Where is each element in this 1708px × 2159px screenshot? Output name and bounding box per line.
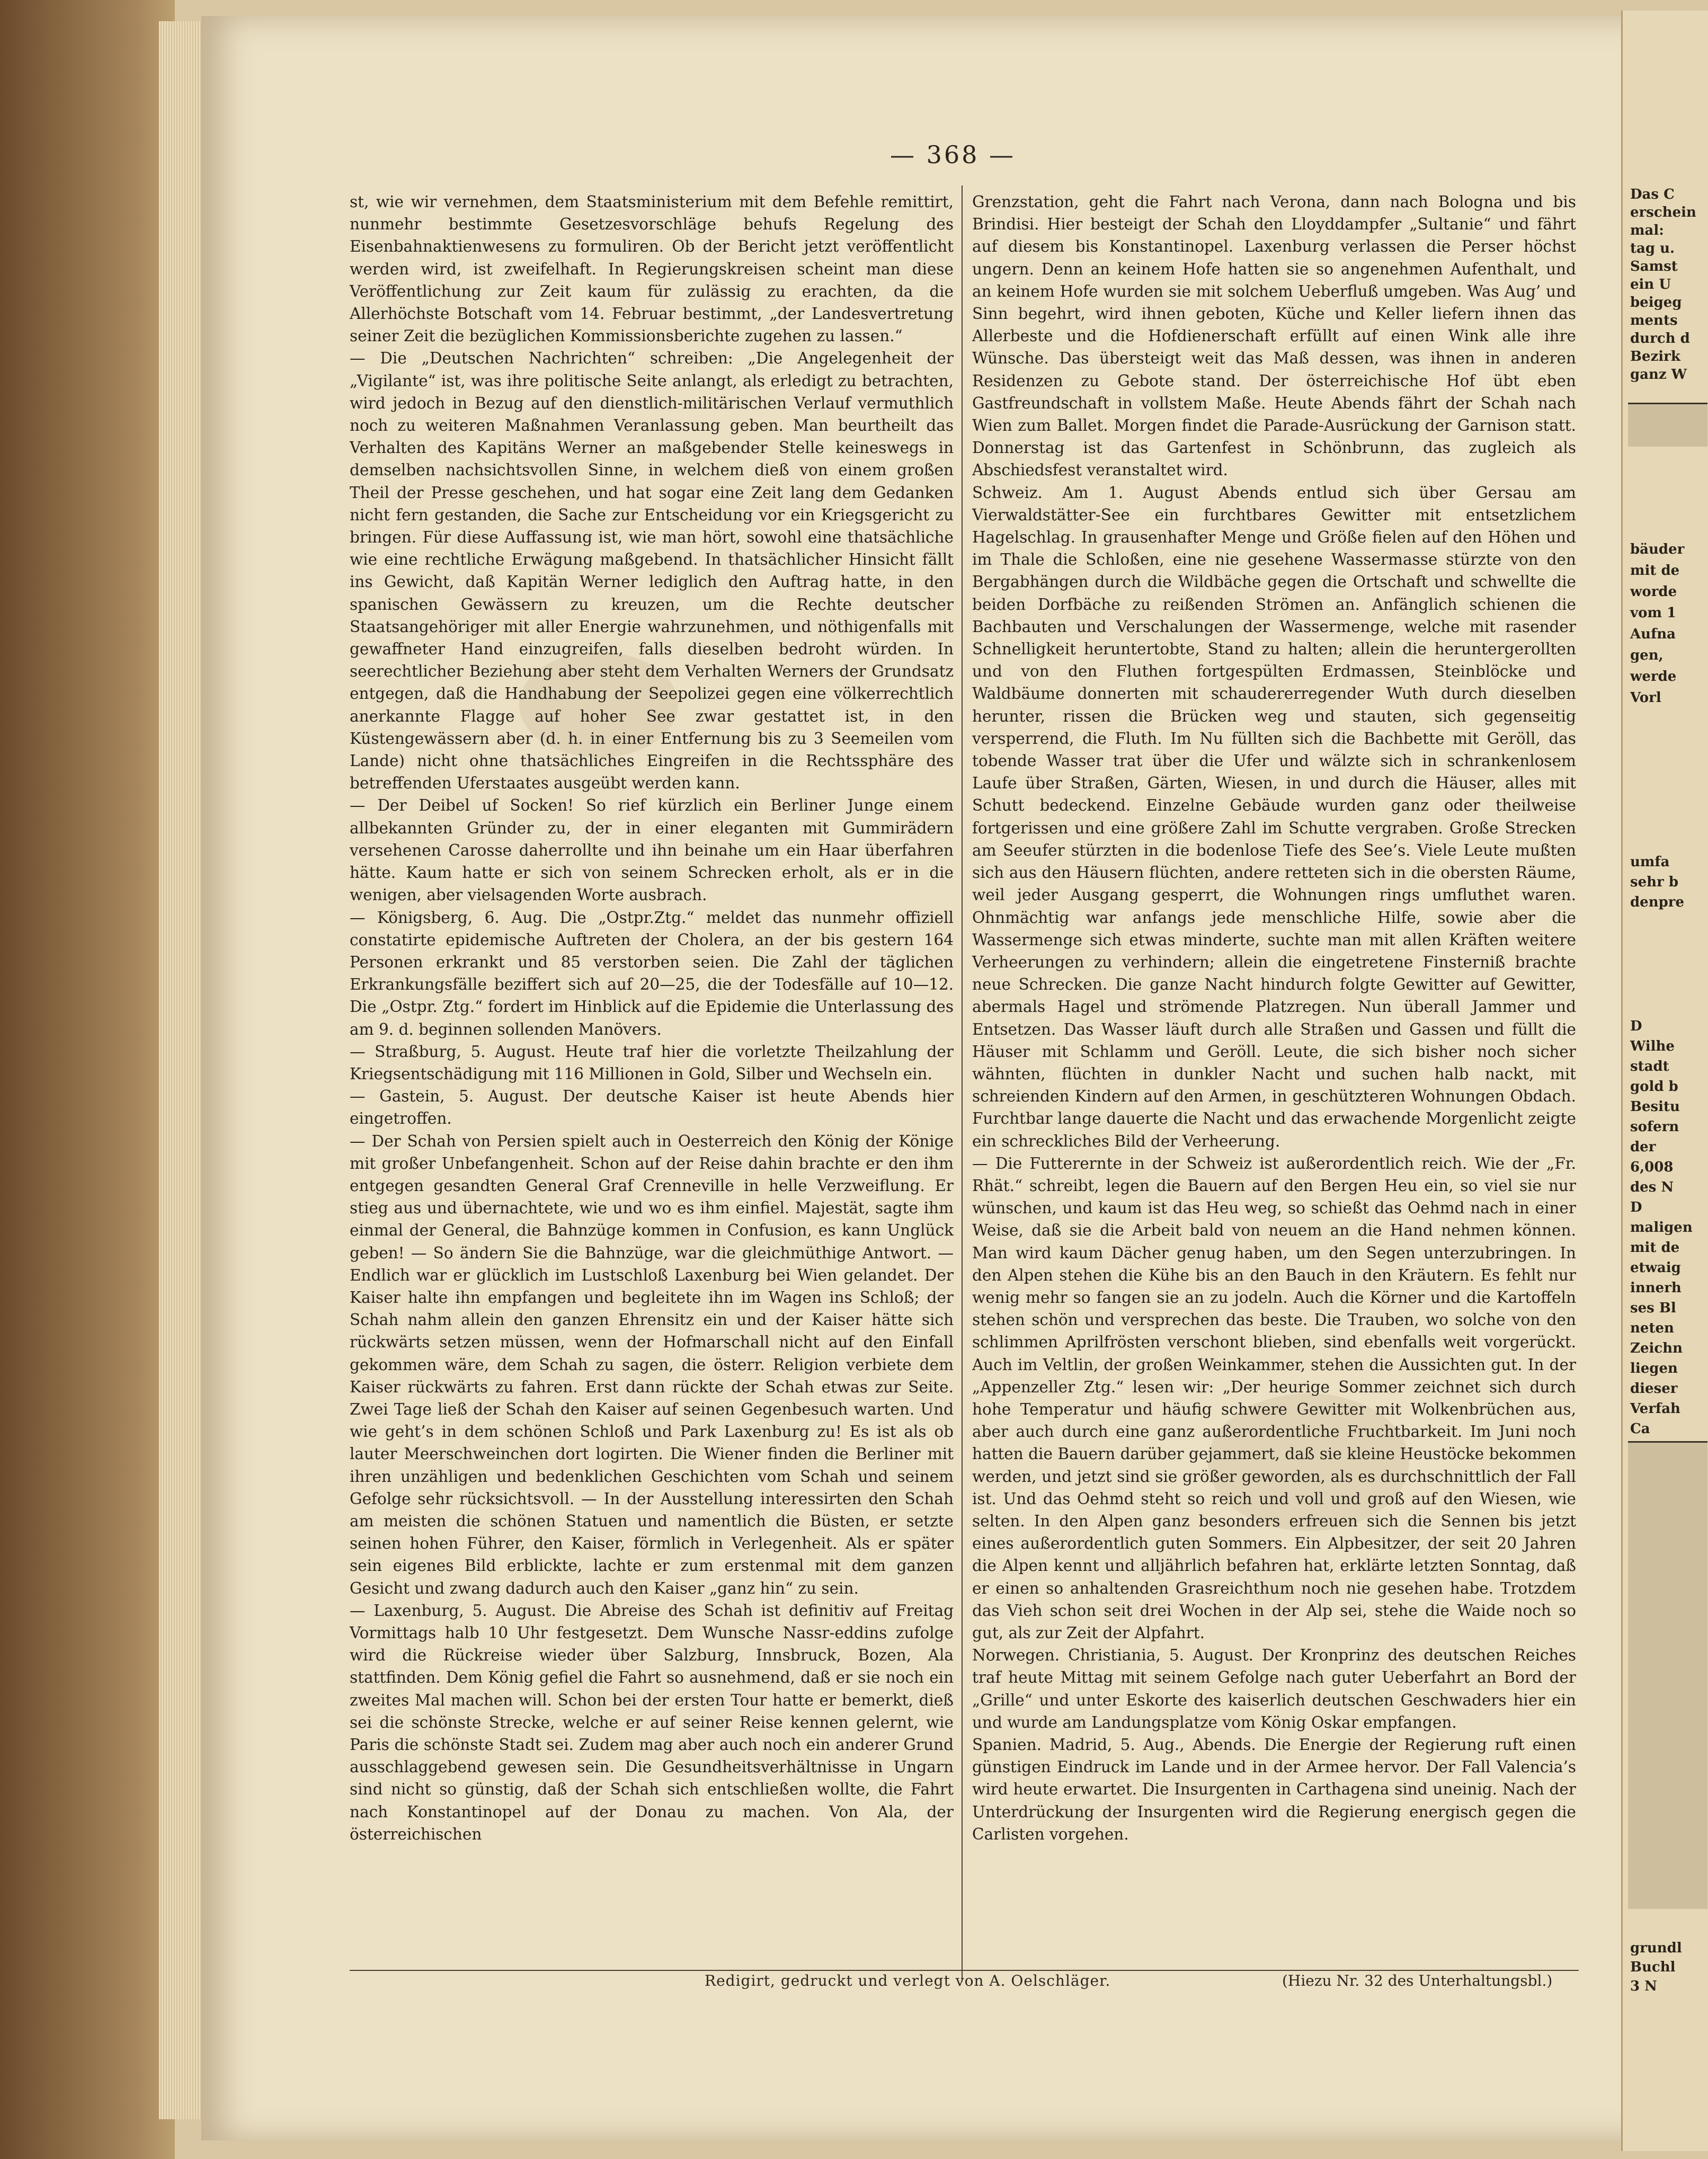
facing-page-text-fragment: sofern bbox=[1630, 1119, 1679, 1135]
facing-page-text-fragment: durch d bbox=[1630, 331, 1690, 346]
facing-page-text-fragment: ses Bl bbox=[1630, 1300, 1676, 1316]
article-paragraph: — Gastein, 5. August. Der deutsche Kaiser ist heute Abends hier eingetroffen. bbox=[350, 1087, 954, 1128]
facing-page-text-fragment: bäuder bbox=[1630, 541, 1685, 557]
facing-page-text-fragment: Verfah bbox=[1630, 1401, 1680, 1417]
facing-page-text-fragment: mal: bbox=[1630, 223, 1664, 238]
article-paragraph: — Die Futterernte in der Schweiz ist außerordentlich reich. Wie der „Fr. Rhät.“ schreibt, legen die Bauern auf den Bergen Heu ein, so viel sie nur wünschen, und kaum ist das Heu weg, so schießt das Oehmd nach in einer Weise, daß sie die Arbeit bald von neuem an die Hand nehmen können. Man wird kaum Dächer genug haben, um den Segen unterzubringen. In den Alpen stehen die Kühe bis an den Bauch in den Kräutern. Es fehlt nur wenig mehr so fangen sie an zu jodeln. Auch die Körner und die Kartoffeln stehen schön und versprechen das beste. Die Trauben, wo solche von den schlimmen Aprilfrösten verschont blieben, sind ebenfalls weit vorgerückt. Auch im Veltlin, der großen Weinkammer, stehen die Aussichten gut. In der „Appenzeller Ztg.“ lesen wir: „Der heurige Sommer zeichnet sich durch hohe Temperatur und häufig schwere Gewitter mit Wolkenbrüchen aus, aber auch durch eine ganz außerordentliche Fruchtbarkeit. Im Juni noch hatten die Bauern darüber gejammert, daß sie kleine Heustöcke bekommen werden, und jetzt sind sie größer geworden, als es durchschnittlich der Fall ist. Und das Oehmd steht so reich und voll und groß auf den Wiesen, wie selten. In den Alpen ganz besonders erfreuen sich die Sennen bis jetzt eines außerordentlich guten Sommers. Ein Alpbesitzer, der seit 20 Jahren die Alpen kennt und alljährlich befahren hat, erklärte letzten Sonntag, daß er einen so anhaltenden Grasreichthum noch nie gesehen habe. Trotzdem das Vieh schon seit drei Wochen in der Alp sei, stehe die Waide noch so gut, als zur Zeit der Alpfahrt. bbox=[972, 1154, 1576, 1642]
article-paragraph: — Straßburg, 5. August. Heute traf hier die vorletzte Theilzahlung der Kriegsentschädigung mit 116 Millionen in Gold, Silber und Wechseln ein. bbox=[350, 1042, 954, 1083]
column-divider bbox=[962, 185, 963, 1982]
facing-page-text-fragment: liegen bbox=[1630, 1361, 1678, 1376]
facing-page-text-fragment: werde bbox=[1630, 669, 1677, 685]
facing-page-headline-block bbox=[1628, 403, 1707, 447]
right-column bbox=[972, 191, 1576, 1960]
page-number: — 368 — bbox=[890, 140, 1016, 169]
facing-page-text-fragment: des N bbox=[1630, 1179, 1674, 1195]
article-paragraph: Norwegen. Christiania, 5. August. Der Kronprinz des deutschen Reiches traf heute Mittag mit seinem Gefolge nach guter Ueberfahrt an Bord der „Grille“ und unter Eskorte des kaiserlich deutschen Geschwaders hier ein und wurde am Landungsplatze vom König Oskar empfangen. bbox=[972, 1646, 1576, 1731]
book-binding bbox=[0, 0, 175, 2159]
article-paragraph: — Königsberg, 6. Aug. Die „Ostpr.Ztg.“ meldet das nunmehr offiziell constatirte epidemische Auftreten der Cholera, an der bis gestern 164 Personen erkrankt und 85 verstorben seien. Die Zahl der täglichen Erkrankungsfälle beziffert sich auf 20—25, die der Todesfälle auf 10—12. Die „Ostpr. Ztg.“ fordert im Hinblick auf die Epidemie die Unterlassung des am 9. d. beginnen sollenden Manövers. bbox=[350, 908, 954, 1038]
facing-page-text-fragment: Buchl bbox=[1630, 1959, 1676, 1975]
facing-page-text-fragment: mit de bbox=[1630, 1240, 1680, 1256]
facing-page-text-fragment: D bbox=[1630, 1200, 1642, 1215]
facing-page-edge bbox=[1621, 11, 1708, 2151]
facing-page-text-fragment: maligen bbox=[1630, 1220, 1693, 1236]
facing-page-text-fragment: Ca bbox=[1630, 1421, 1650, 1437]
facing-page-text-fragment: gold b bbox=[1630, 1079, 1678, 1095]
facing-page-text-fragment: stadt bbox=[1630, 1059, 1669, 1074]
facing-page-text-fragment: vom 1 bbox=[1630, 605, 1677, 621]
article-paragraph: — Die „Deutschen Nachrichten“ schreiben: „Die Angelegenheit der „Vigilante“ ist, was ihre politische Seite anlangt, als erledigt zu betrachten, wird jedoch in Bezug auf den dienstlich-militärischen Verlauf vermuthlich noch zu weiteren Maßnahmen Veranlassung geben. Man beurtheilt das Verhalten des Kapitäns Werner an maßgebender Stelle keineswegs in demselben nachsichtsvollen Sinne, in welchem dieß von einem großen Theil der Presse geschehen, und hat sogar eine Zeit lang dem Gedanken nicht fern gestanden, die Sache zur Entscheidung vor ein Kriegsgericht zu bringen. Für diese Auffassung ist, wie man hört, sowohl eine thatsächliche wie eine rechtliche Erwägung maßgebend. In thatsächlicher Hinsicht fällt ins Gewicht, daß Kapitän Werner lediglich den Auftrag hatte, in den spanischen Gewässern zu kreuzen, um die Rechte deutscher Staatsangehöriger mit aller Energie wahrzunehmen, und nöthigenfalls mit gewaffneter Hand einzugreifen, falls dieselben bedroht würden. In seerechtlicher Beziehung aber steht dem Verhalten Werners der Grundsatz entgegen, daß die Handhabung der Seepolizei gegen eine völkerrechtlich anerkannte Flagge auf hoher See zwar gestattet ist, in den Küstengewässern aber (d. h. in einer Entfernung bis zu 3 Seemeilen vom Lande) nicht ohne thatsächliches Eingreifen in die Rechtssphäre des betreffenden Uferstaates ausgeübt werden kann. bbox=[350, 349, 954, 793]
facing-page-text-fragment: ganz W bbox=[1630, 367, 1687, 383]
facing-page-text-fragment: Bezirk bbox=[1630, 349, 1680, 365]
facing-page-text-fragment: Zeichn bbox=[1630, 1340, 1683, 1356]
facing-page-text-fragment: Vorl bbox=[1630, 690, 1661, 706]
facing-page-text-fragment: Samst bbox=[1630, 259, 1678, 274]
facing-page-text-fragment: sehr b bbox=[1630, 874, 1679, 890]
facing-page-text-fragment: 6,008 bbox=[1630, 1159, 1674, 1175]
facing-page-illustration bbox=[1628, 1441, 1707, 1909]
article-paragraph: st, wie wir vernehmen, dem Staatsministerium mit dem Befehle remittirt, nunmehr bestimmte Gesetzesvorschläge behufs Regelung des Eisenbahnaktienwesens zu formuliren. Ob der Bericht jetzt veröffentlicht werden wird, ist zweifelhaft. In Regierungskreisen scheint man diese Veröffentlichung zur Zeit kaum für zulässig zu erachten, da die Allerhöchste Botschaft vom 14. Februar bestimmt, „der Landesvertretung seiner Zeit die bezüglichen Kommissionsberichte zugehen zu lassen.“ bbox=[350, 193, 954, 345]
facing-page-text-fragment: Wilhe bbox=[1630, 1038, 1675, 1054]
facing-page-text-fragment: tag u. bbox=[1630, 241, 1675, 256]
facing-page-text-fragment: Das C bbox=[1630, 186, 1675, 202]
footer-rule bbox=[350, 1970, 1579, 1971]
facing-page-text-fragment: der bbox=[1630, 1139, 1656, 1155]
page-edges bbox=[159, 21, 208, 2119]
facing-page-text-fragment: gen, bbox=[1630, 647, 1663, 663]
article-paragraph: — Der Deibel uf Socken! So rief kürzlich ein Berliner Junge einem allbekannten Gründer zu, der in einer eleganten mit Gummirädern versehenen Carosse daherrollte und ihn beinahe um ein Haar überfahren hätte. Kaum hatte er sich von seinem Schrecken erholt, als er in die wenigen, aber vielsagenden Worte ausbrach. bbox=[350, 796, 954, 904]
facing-page-text-fragment: innerh bbox=[1630, 1280, 1682, 1296]
facing-page-text-fragment: D bbox=[1630, 1018, 1642, 1034]
facing-page-text-fragment: ein U bbox=[1630, 277, 1671, 292]
facing-page-text-fragment: Aufna bbox=[1630, 626, 1676, 642]
facing-page-text-fragment: etwaig bbox=[1630, 1260, 1681, 1276]
facing-page-text-fragment: ments bbox=[1630, 313, 1678, 328]
facing-page-text-fragment: 3 N bbox=[1630, 1978, 1657, 1994]
facing-page-text-fragment: beigeg bbox=[1630, 295, 1682, 310]
facing-page-text-fragment: worde bbox=[1630, 584, 1677, 600]
article-paragraph: — Laxenburg, 5. August. Die Abreise des Schah ist definitiv auf Freitag Vormittags halb 10 Uhr festgesetzt. Dem Wunsche Nassr-eddins zufolge wird die Rückreise wieder über Salzburg, Innsbruck, Bozen, Ala stattfinden. Dem König gefiel die Fahrt so ausnehmend, daß er sie noch ein zweites Mal machen will. Schon bei der ersten Tour hatte er bemerkt, dieß sei die schönste Strecke, welche er auf seiner Reise kennen gelernt, wie Paris die schönste Stadt sei. Zudem mag aber auch noch ein anderer Grund ausschlaggebend gewesen sein. Die Gesundheitsverhältnisse in Ungarn sind nicht so günstig, daß der Schah sich entschließen wollte, die Fahrt nach Konstantinopel auf der Donau zu machen. Von Ala, der österreichischen bbox=[350, 1601, 954, 1843]
article-paragraph: Spanien. Madrid, 5. Aug., Abends. Die Energie der Regierung ruft einen günstigen Eindruck im Lande und in der Armee hervor. Der Fall Valencia’s wird heute erwartet. Die Insurgenten in Carthagena sind uneinig. Nach der Unterdrückung der Insurgenten wird die Regierung energisch gegen die Carlisten vorgehen. bbox=[972, 1736, 1576, 1843]
left-column bbox=[350, 191, 954, 1971]
facing-page-text-fragment: grundl bbox=[1630, 1940, 1682, 1956]
supplement-note: (Hiezu Nr. 32 des Unterhaltungsbl.) bbox=[1282, 1972, 1553, 1989]
facing-page-text-fragment: erschein bbox=[1630, 205, 1696, 220]
facing-page-text-fragment: umfa bbox=[1630, 854, 1670, 870]
facing-page-text-fragment: mit de bbox=[1630, 563, 1680, 579]
article-paragraph: — Der Schah von Persien spielt auch in Oesterreich den König der Könige mit großer Unbefangenheit. Schon auf der Reise dahin brachte er den ihm entgegen gesandten General Graf Crenneville in helle Verzweiflung. Er stieg aus und übernachtete, wie und wo es ihm einfiel. Majestät, sagte ihm einmal der General, die Bahnzüge kommen in Confusion, es kann Unglück geben! — So ändern Sie die Bahnzüge, war die gleichmüthige Antwort. — Endlich war er glücklich im Lustschloß Laxenburg bei Wien gelandet. Der Kaiser halte ihn empfangen und begleitete ihn im Wagen ins Schloß; der Schah nahm allein den ganzen Ehrensitz ein und der Kaiser hätte sich rückwärts setzen müssen, wenn der Hofmarschall nicht auf den Einfall gekommen wäre, dem Schah zu sagen, die österr. Religion verbiete dem Kaiser rückwärts zu fahren. Erst dann rückte der Schah etwas zur Seite. Zwei Tage ließ der Schah den Kaiser auf seinen Gegenbesuch warten. Und wie geht’s in dem schönen Schloß und Park Laxenburg zu! Es ist als ob lauter Meerschweinchen dort logirten. Die Wiener finden die Berliner mit ihren unzähligen und bedenklichen Geschichten vom Schah und seinem Gefolge sehr rücksichtsvoll. — In der Ausstellung interessirten den Schah am meisten die schönen Statuen und namentlich die Büsten, er setzte seinen hohen Führer, den Kaiser, förmlich in Verlegenheit. Als er später sein eigenes Bild erblickte, lachte er zum erstenmal mit dem ganzen Gesicht und zwang dadurch auch den Kaiser „ganz hin“ zu sein. bbox=[350, 1132, 954, 1597]
facing-page-text-fragment: dieser bbox=[1630, 1381, 1678, 1397]
article-paragraph: Grenzstation, geht die Fahrt nach Verona, dann nach Bologna und bis Brindisi. Hier besteigt der Schah den Lloyddampfer „Sultanie“ und fährt auf diesem bis Konstantinopel. Laxenburg verlassen die Perser höchst ungern. Denn an keinem Hofe hatten sie so angenehmen Aufenthalt, und an keinem Hofe wurden sie mit solchem Ueberfluß umgeben. Was Aug’ und Sinn begehrt, wird ihnen geboten, Küche und Keller liefern ihnen das Allerbeste und die Hofdienerschaft erfüllt auf einen Wink alle ihre Wünsche. Das übersteigt weit das Maß dessen, was ihnen in anderen Residenzen zu Gebote stand. Der österreichische Hof übt eben Gastfreundschaft in vollstem Maße. Heute Abends fährt der Schah nach Wien zum Ballet. Morgen findet die Parade-Ausrückung der Garnison statt. Donnerstag ist das Gartenfest in Schönbrunn, das zugleich als Abschiedsfest veranstaltet wird. bbox=[972, 193, 1576, 479]
facing-page-text-fragment: Besitu bbox=[1630, 1099, 1680, 1115]
facing-page-text-fragment: neten bbox=[1630, 1320, 1674, 1336]
imprint-line: Redigirt, gedruckt und verlegt von A. Oelschläger. bbox=[705, 1972, 1111, 1989]
facing-page-text-fragment: denpre bbox=[1630, 894, 1685, 910]
article-paragraph: Schweiz. Am 1. August Abends entlud sich über Gersau am Vierwaldstätter-See ein furchtbares Gewitter mit entsetzlichem Hagelschlag. In grausenhafter Menge und Größe fielen auf den Höhen und im Thale die Schloßen, eine nie gesehene Wassermasse stürzte von den Bergabhängen durch die Wildbäche gegen die Ortschaft und schwellte die beiden Dorfbäche zu reißenden Strömen an. Anfänglich schienen die Bachbauten und Verschalungen der Wassermenge, welche mit rasender Schnelligkeit heruntertobte, Stand zu halten; allein die heruntergerollten und von den Fluthen fortgespülten Erdmassen, Steinblöcke und Waldbäume donnerten mit schaudererregender Wuth durch dieselben herunter, rissen die Brücken weg und stauten, sich gegenseitig versperrend, die Fluth. Im Nu füllten sich die Bachbette mit Geröll, das tobende Wasser trat über die Ufer und wälzte sich in schrankenlosem Laufe über Straßen, Gärten, Wiesen, in und durch die Häuser, alles mit Schutt bedeckend. Einzelne Gebäude wurden ganz oder theilweise fortgerissen und eine größere Zahl im Schutte vergraben. Große Strecken am Seeufer stürzten in die bodenlose Tiefe des See’s. Viele Leute mußten sich aus den Häusern flüchten, andere retteten sich in die obersten Räume, weil jeder Ausgang gesperrt, die Wohnungen rings umfluthet waren. Ohnmächtig war anfangs jede menschliche Hilfe, sowie aber die Wassermenge sich etwas minderte, suchte man mit allen Kräften weitere Verheerungen zu verhindern; allein die eingetretene Finsterniß brachte neue Schrecken. Die ganze Nacht hindurch folgte Gewitter auf Gewitter, abermals Hagel und strömende Platzregen. Nun überall Jammer und Entsetzen. Das Wasser läuft durch alle Straßen und Gassen und füllt die Häuser mit Schlamm und Geröll. Leute, die sich bisher noch sicher wähnten, flüchten in dunkler Nacht und suchen halb nackt, mit schreienden Kindern auf den Armen, in geschützteren Wohnungen Obdach. Furchtbar lange dauerte die Nacht und das erwachende Morgenlicht zeigte ein schreckliches Bild der Verheerung. bbox=[972, 483, 1576, 1150]
